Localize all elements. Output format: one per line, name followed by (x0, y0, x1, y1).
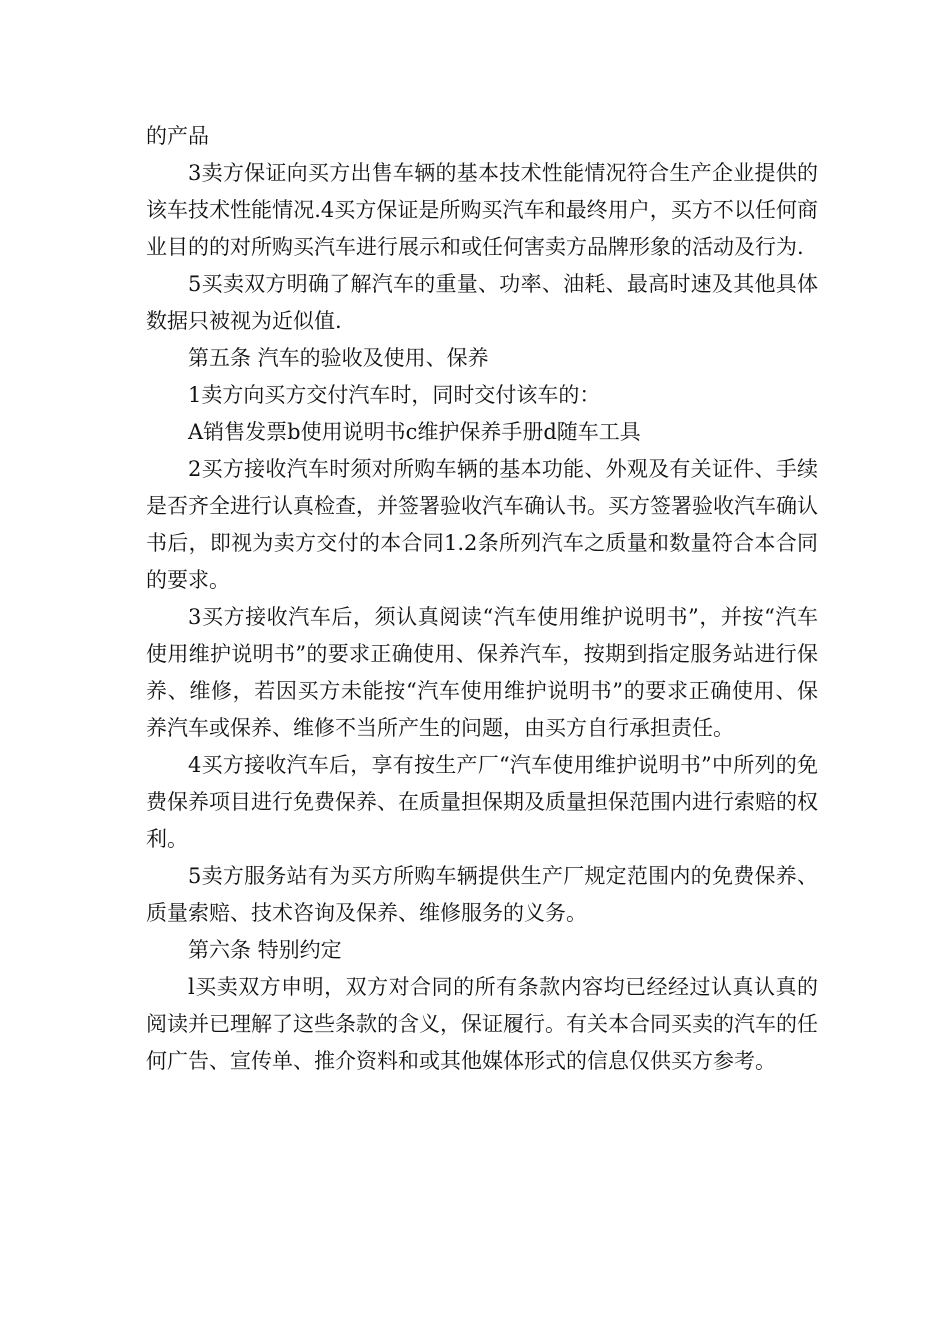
paragraph-clause-5: 5买卖双方明确了解汽车的重量、功率、油耗、最高时速及其他具体数据只被视为近似值. (146, 272, 818, 333)
paragraph-article-5-item-2: 2买方接收汽车时须对所购车辆的基本功能、外观及有关证件、手续是否齐全进行认真检查，并签署验收汽车确认书。买方签署验收汽车确认书后，即视为卖方交付的本合同1.2条所列汽车之质量和数量符合本合同的要求。 (146, 457, 818, 592)
section-heading-article-6: 第六条 特别约定 (188, 938, 342, 962)
section-heading-article-5: 第五条 汽车的验收及使用、保养 (188, 346, 489, 370)
paragraph-article-6-item-1: l买卖双方申明，双方对合同的所有条款内容均已经经过认真认真的阅读并已理解了这些条款的含义，保证履行。有关本合同买卖的汽车的任何广告、宣传单、推介资料和或其他媒体形式的信息仅供买方参考。 (146, 975, 818, 1073)
document-body (146, 118, 818, 1080)
paragraph-article-5-item-3: 3买方接收汽车后，须认真阅读“汽车使用维护说明书”，并按“汽车使用维护说明书”的要求正确使用、保养汽车，按期到指定服务站进行保养、维修，若因买方未能按“汽车使用维护说明书”的要求正确使用、保养汽车或保养、维修不当所产生的问题，由买方自行承担责任。 (146, 605, 818, 740)
paragraph-product-tail: 的产品 (146, 124, 209, 148)
paragraph-article-5-item-5: 5卖方服务站有为买方所购车辆提供生产厂规定范围内的免费保养、质量索赔、技术咨询及保养、维修服务的义务。 (146, 864, 818, 925)
paragraph-delivery-items: A销售发票b使用说明书c维护保养手册d随车工具 (188, 420, 641, 444)
paragraph-article-5-item-4: 4买方接收汽车后，享有按生产厂“汽车使用维护说明书”中所列的免费保养项目进行免费保养、在质量担保期及质量担保范围内进行索赔的权利。 (146, 753, 818, 851)
paragraph-article-5-item-1: 1卖方向买方交付汽车时，同时交付该车的： (188, 383, 601, 407)
paragraph-clause-3-4: 3卖方保证向买方出售车辆的基本技术性能情况符合生产企业提供的该车技术性能情况.4买方保证是所购买汽车和最终用户，买方不以任何商业目的的对所购买汽车进行展示和或任何害卖方品牌形象的活动及行为. (146, 161, 818, 259)
